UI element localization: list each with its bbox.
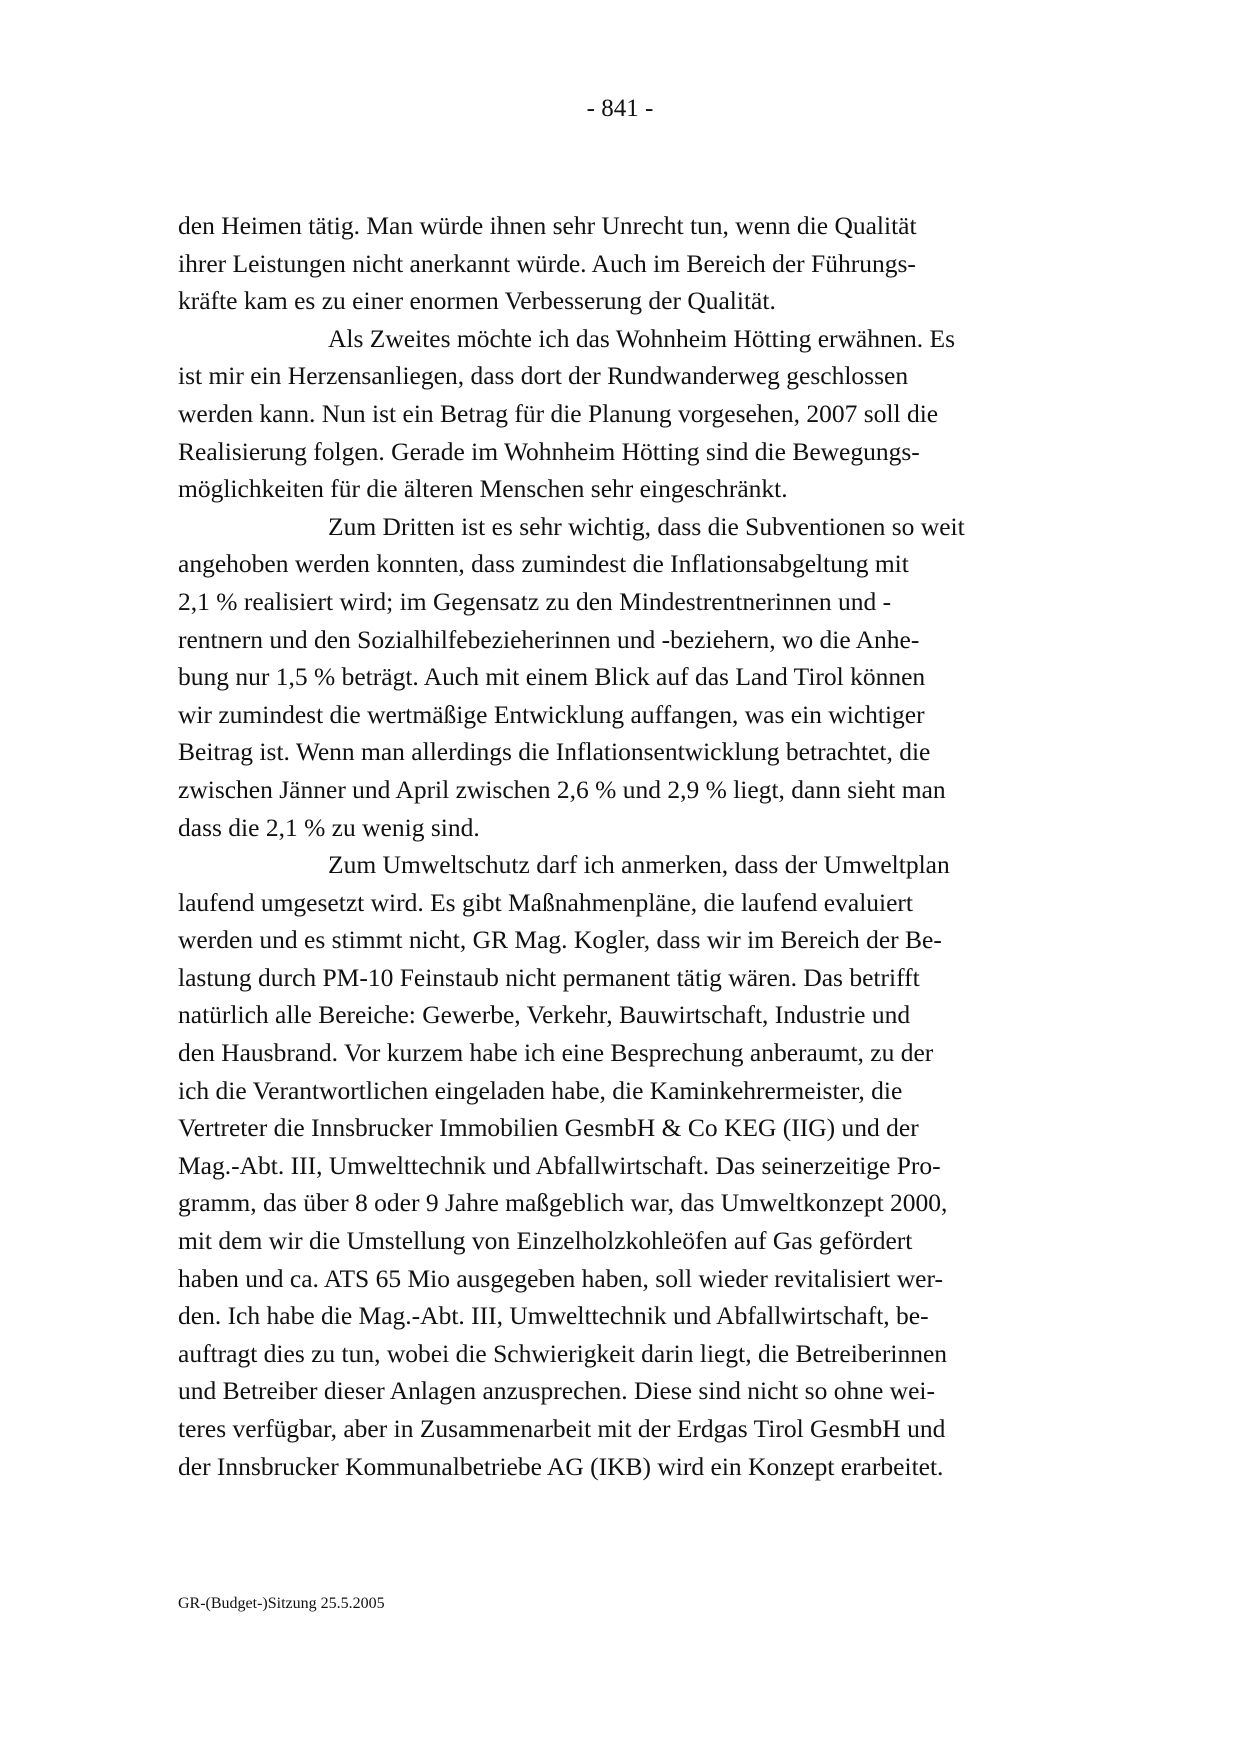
- body-text: [178, 207, 1068, 1485]
- text-line: werden und es stimmt nicht, GR Mag. Kogler, dass wir im Bereich der Be-: [178, 925, 942, 955]
- text-line: möglichkeiten für die älteren Menschen sehr eingeschränkt.: [178, 474, 788, 504]
- text-line: Beitrag ist. Wenn man allerdings die Inflationsentwicklung betrachtet, die: [178, 737, 931, 767]
- text-line: natürlich alle Bereiche: Gewerbe, Verkehr, Bauwirtschaft, Industrie und: [178, 1000, 911, 1030]
- text-line: teres verfügbar, aber in Zusammenarbeit mit der Erdgas Tirol GesmbH und: [178, 1414, 946, 1443]
- text-line: und Betreiber dieser Anlagen anzusprechen. Diese sind nicht so ohne wei-: [178, 1376, 935, 1406]
- text-line: ist mir ein Herzensanliegen, dass dort der Rundwanderweg geschlossen: [178, 361, 909, 391]
- text-line: Vertreter die Innsbrucker Immobilien GesmbH & Co KEG (IIG) und der: [178, 1113, 919, 1143]
- text-line: ihrer Leistungen nicht anerkannt würde. Auch im Bereich der Führungs-: [178, 248, 916, 278]
- text-line: werden kann. Nun ist ein Betrag für die Planung vorgesehen, 2007 soll die: [178, 398, 939, 428]
- text-line: Realisierung folgen. Gerade im Wohnheim Hötting sind die Bewegungs-: [178, 436, 920, 466]
- text-line: laufend umgesetzt wird. Es gibt Maßnahmenpläne, die laufend evaluiert: [178, 887, 914, 917]
- text-line: Mag.-Abt. III, Umwelttechnik und Abfallwirtschaft. Das seinerzeitige Pro-: [178, 1150, 941, 1180]
- text-line: dass die 2,1 % zu wenig sind.: [178, 812, 480, 842]
- text-line: gramm, das über 8 oder 9 Jahre maßgeblich war, das Umweltkonzept 2000,: [178, 1188, 948, 1218]
- text-line: Zum Umweltschutz darf ich anmerken, dass der Umweltplan: [328, 850, 950, 880]
- text-line: bung nur 1,5 % beträgt. Auch mit einem Blick auf das Land Tirol können: [178, 662, 926, 692]
- text-line: auftragt dies zu tun, wobei die Schwierigkeit darin liegt, die Betreiberinnen: [178, 1338, 948, 1368]
- text-line: mit dem wir die Umstellung von Einzelholzkohleöfen auf Gas gefördert: [178, 1226, 913, 1256]
- text-line: angehoben werden konnten, dass zumindest die Inflationsabgeltung mit: [178, 549, 909, 579]
- text-line: den Hausbrand. Vor kurzem habe ich eine Besprechung anberaumt, zu der: [178, 1038, 934, 1068]
- text-line: der Innsbrucker Kommunalbetriebe AG (IKB) wird ein Konzept erarbeitet.: [178, 1451, 944, 1481]
- text-line: den. Ich habe die Mag.-Abt. III, Umwelttechnik und Abfallwirtschaft, be-: [178, 1301, 929, 1331]
- text-line: wir zumindest die wertmäßige Entwicklung auffangen, was ein wichtiger: [178, 699, 925, 729]
- text-line: kräfte kam es zu einer enormen Verbesserung der Qualität.: [178, 286, 776, 316]
- text-line: rentnern und den Sozialhilfebezieherinnen und -beziehern, wo die Anhe-: [178, 624, 920, 654]
- text-line: lastung durch PM-10 Feinstaub nicht permanent tätig wären. Das betrifft: [178, 962, 920, 992]
- text-line: den Heimen tätig. Man würde ihnen sehr Unrecht tun, wenn die Qualität: [178, 211, 917, 240]
- text-line: zwischen Jänner und April zwischen 2,6 % und 2,9 % liegt, dann sieht man: [178, 774, 946, 804]
- text-line: ich die Verantwortlichen eingeladen habe, die Kaminkehrermeister, die: [178, 1075, 903, 1105]
- text-line: haben und ca. ATS 65 Mio ausgegeben haben, soll wieder revitalisiert wer-: [178, 1263, 943, 1293]
- page-footer: GR-(Budget-)Sitzung 25.5.2005: [178, 1595, 385, 1612]
- text-line: 2,1 % realisiert wird; im Gegensatz zu den Mindestrentnerinnen und -: [178, 586, 892, 616]
- text-line: Als Zweites möchte ich das Wohnheim Hötting erwähnen. Es: [328, 323, 956, 353]
- text-line: Zum Dritten ist es sehr wichtig, dass die Subventionen so weit: [328, 511, 965, 541]
- page-number: - 841 -: [586, 95, 654, 122]
